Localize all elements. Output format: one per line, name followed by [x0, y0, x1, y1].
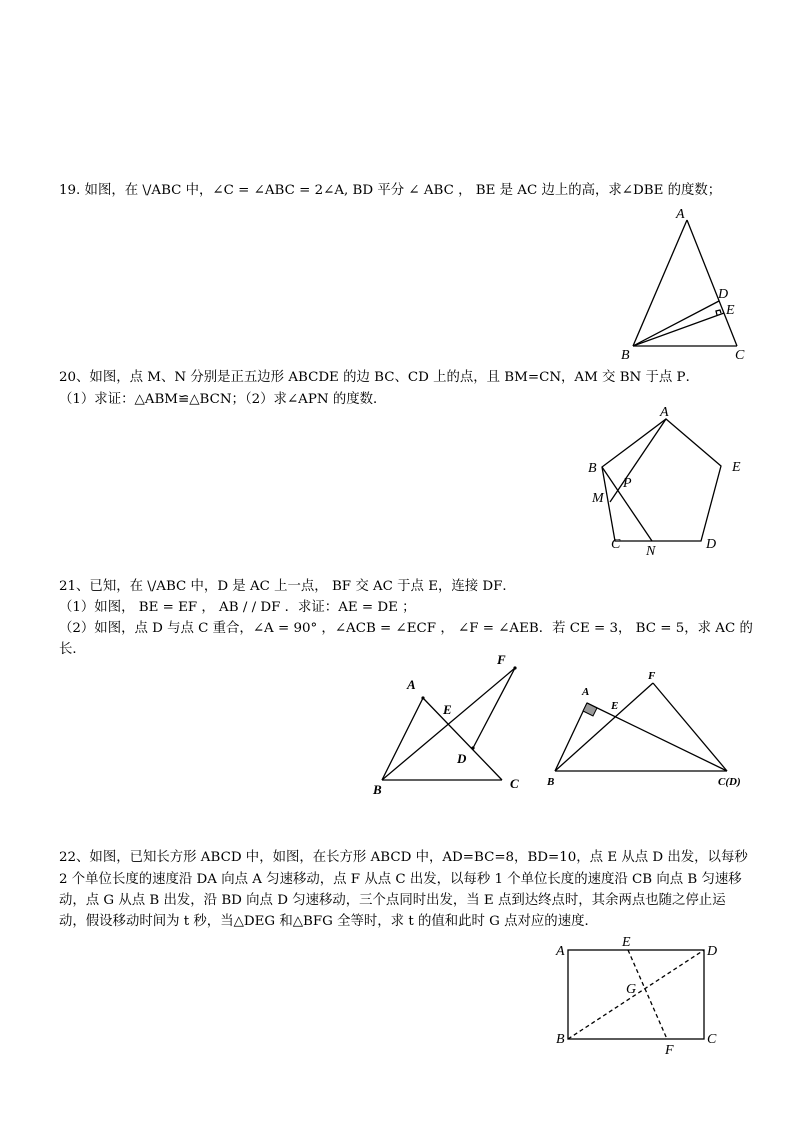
q22-label-c: C [707, 1032, 717, 1047]
q21-fig2-label-b: B [547, 776, 555, 788]
q21-fig1-label-a: A [407, 677, 416, 692]
q21-text-line-4: 长． [59, 642, 86, 657]
q21-fig1-label-e: E [443, 702, 452, 717]
q22-text-line-2: 2 个单位长度的速度沿 DA 向点 A 匀速移动，点 F 从点 C 出发，以每秒 1 个单位长度的速度沿 CB 向点 B 匀速移 [59, 872, 742, 887]
q22-label-a: A [556, 944, 565, 959]
q21-figure-1 [365, 650, 540, 802]
q20-label-d: D [706, 537, 717, 552]
q19-label-c: C [735, 348, 745, 363]
q22-figure-rectangle [550, 930, 730, 1058]
q19-text-line-1: 19. 如图，在 \/ABC 中，∠C = ∠ABC = 2∠A, BD 平分 ∠ ABC ， BE 是 AC 边上的高，求∠DBE 的度数； [59, 183, 722, 198]
q21-fig1-label-c: C [510, 776, 519, 791]
q22-label-d: D [707, 944, 718, 959]
q22-label-g: G [626, 982, 637, 997]
q20-figure-pentagon [580, 400, 750, 560]
q21-text-line-2: （1）如图， BE = EF ， AB / / DF ．求证：AE = DE ； [59, 600, 416, 615]
q21-fig2-label-f: F [648, 670, 656, 682]
q21-fig2-label-e: E [611, 700, 619, 712]
q20-label-c: C [611, 537, 621, 552]
q20-text-line-2: （1）求证：△ABM≌△BCN；（2）求∠APN 的度数． [59, 392, 387, 407]
q19-label-e: E [726, 303, 735, 318]
q19-label-b: B [621, 348, 630, 363]
q19-label-a: A [676, 207, 685, 222]
q21-fig2-label-cd: C(D) [718, 776, 741, 788]
q22-label-f: F [665, 1043, 674, 1058]
q21-fig1-label-b: B [373, 782, 382, 797]
q19-label-d: D [718, 287, 729, 302]
q22-text-line-3: 动，点 G 从点 B 出发，沿 BD 向点 D 匀速移动，三个点同时出发，当 E 点到达终点时，其余两点也随之停止运 [59, 893, 726, 908]
q20-label-e: E [732, 460, 741, 475]
q20-label-b: B [588, 461, 597, 476]
q20-label-a: A [660, 405, 669, 420]
q20-text-line-1: 20、如图，点 M、N 分别是正五边形 ABCDE 的边 BC、CD 上的点，且 BM=CN，AM 交 BN 于点 P． [59, 370, 699, 385]
q21-fig1-label-f: F [497, 652, 506, 667]
q21-text-line-3: （2）如图，点 D 与点 C 重合，∠A = 90° ，∠ACB = ∠ECF ， ∠F = ∠AEB．若 CE = 3， BC = 5，求 AC 的 [59, 621, 753, 636]
q22-label-b: B [556, 1032, 565, 1047]
q20-label-n: N [646, 544, 656, 559]
q21-fig1-label-d: D [457, 751, 467, 766]
q22-text-line-4: 动，假设移动时间为 t 秒，当△DEG 和△BFG 全等时，求 t 的值和此时 G 点对应的速度． [59, 914, 598, 929]
q20-label-p: P [623, 476, 632, 491]
q21-text-line-1: 21、已知，在 \/ABC 中，D 是 AC 上一点， BF 交 AC 于点 E，连接 DF． [59, 579, 516, 594]
q20-label-m: M [592, 491, 604, 506]
q22-text-line-1: 22、如图，已知长方形 ABCD 中，如图，在长方形 ABCD 中，AD=BC=8，BD=10，点 E 从点 D 出发，以每秒 [59, 850, 748, 865]
q22-label-e: E [622, 935, 631, 950]
q19-figure-triangle [610, 205, 760, 365]
q21-figure-2 [540, 665, 750, 795]
q21-fig2-label-a: A [582, 686, 590, 698]
